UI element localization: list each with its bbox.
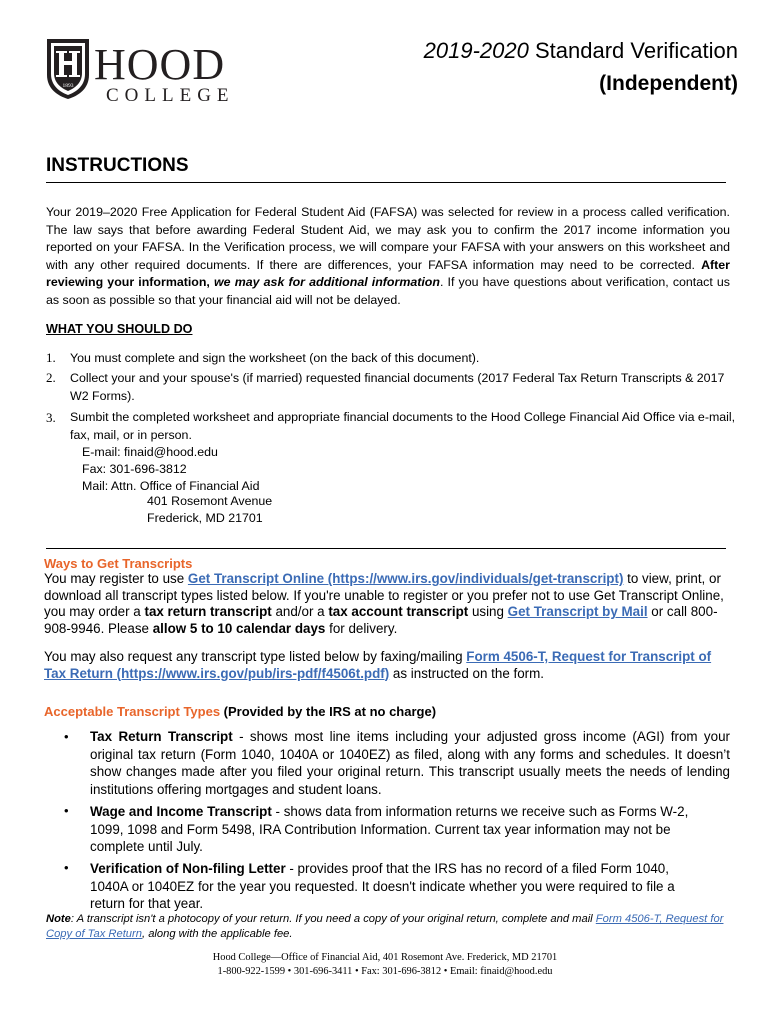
bullet-icon: • [64, 860, 69, 875]
step-text: You must complete and sign the worksheet (on the back of this document). [70, 351, 480, 365]
contact-email: E-mail: finaid@hood.edu [82, 445, 218, 459]
logo-year: 1893 [62, 83, 74, 89]
contact-address-street: 401 Rosemont Avenue [147, 494, 273, 508]
shield-icon [44, 37, 92, 101]
footer-address: Hood College—Office of Financial Aid, 401 Rosemont Ave. Frederick, MD 21701 [212, 952, 558, 963]
section-divider [46, 548, 726, 549]
form-4506t-paragraph: You may also request any transcript type listed below by faxing/mailing Form 4506-T, Request for Transcript of Tax Return (https://www.irs.gov/pub/irs-pdf/f4506t.pdf) as instructed on the form. [44, 649, 712, 681]
transcript-type-item: Wage and Income Transcript - shows data from information returns we receive such as Forms W-2, 1099, 1098 and Form 5498, IRA Contribution Information. Current tax year information may not be complete until July. [90, 804, 689, 854]
get-transcript-online-link[interactable]: Get Transcript Online (https://www.irs.gov/individuals/get-transcript) [187, 571, 624, 586]
contact-fax: Fax: 301-696-3812 [82, 462, 187, 476]
instructions-intro: Your 2019–2020 Free Application for Federal Student Aid (FAFSA) was selected for review in a process called verification. The law says that before awarding Federal Student Aid, we may ask you to confirm the 2017 income information you reported on your FAFSA. In the Verification process, we will compare your FAFSA with your answers on this worksheet and with any other required documents. If there are differences, your FAFSA information may need to be corrected. After reviewing your information, we may ask for additional information. If you have questions about verification, contact us as soon as possible so that your financial aid will not be delayed. [46, 205, 731, 307]
step-number: 2. [46, 370, 56, 385]
contact-address-city: Frederick, MD 21701 [147, 511, 263, 525]
form-4506t-request-link[interactable]: Form 4506-T, Request for [595, 913, 724, 925]
ways-to-get-transcripts-heading: Ways to Get Transcripts [44, 556, 193, 571]
logo-college-text: COLLEGE [106, 85, 235, 106]
instructions-heading: INSTRUCTIONS [46, 155, 189, 176]
document-title [424, 38, 738, 64]
ways-to-get-transcripts-paragraph: You may register to use Get Transcript Online (https://www.irs.gov/individuals/get-transcript) to view, print, or download all transcript types listed below. If you're unable to register or you prefer not to use Get Transcript Online, you may order a tax return transcript and/or a tax account transcript using Get Transcript by Mail or call 800-908-9946. Please allow 5 to 10 calendar days for delivery. [44, 571, 724, 636]
acceptable-transcript-types-heading: Acceptable Transcript Types (Provided by the IRS at no charge) [44, 704, 437, 719]
note-text: Note: A transcript isn't a photocopy of your return. If you need a copy of your original return, complete and mail Form 4506-T, Request for Copy of Tax Return, along with the applicable fee. [46, 913, 724, 940]
logo-hood-text: HOOD [94, 40, 226, 89]
form-4506t-link[interactable]: Form 4506-T, Request for Transcript of Tax Return (https://www.irs.gov/pub/irs-pdf/f4506t.pdf) [44, 649, 712, 681]
step-number: 1. [46, 350, 56, 365]
get-transcript-by-mail-link[interactable]: Get Transcript by Mail [507, 604, 648, 619]
transcript-type-item: Verification of Non-filing Letter - provides proof that the IRS has no record of a filed Form 1040, 1040A or 1040EZ for the year you requested. It doesn't indicate whether you were required to file a return for that year. [90, 861, 675, 911]
heading-divider [46, 182, 726, 183]
title-years: 2019-2020 [423, 38, 529, 63]
bullet-icon: • [64, 803, 69, 818]
step-text: Sumbit the completed worksheet and appropriate financial documents to the Hood College Financial Aid Office via e-mail, fax, mail, or in person. [70, 410, 736, 442]
document-subtitle: (Independent) [599, 72, 738, 95]
copy-of-tax-return-link[interactable]: Copy of Tax Return [46, 928, 142, 940]
what-you-should-do-heading: WHAT YOU SHOULD DO [46, 322, 193, 336]
bullet-icon: • [64, 729, 69, 744]
title-label: Standard Verification [534, 38, 738, 63]
step-number: 3. [46, 410, 56, 425]
contact-mail: Mail: Attn. Office of Financial Aid [82, 479, 260, 493]
footer-contacts: 1-800-922-1599 • 301-696-3411 • Fax: 301-696-3812 • Email: finaid@hood.edu [217, 966, 553, 977]
hood-college-logo [44, 37, 259, 107]
transcript-type-item: Tax Return Transcript - shows most line items including your adjusted gross income (AGI) from your original tax return (Form 1040, 1040A or 1040EZ) as filed, along with any forms and schedules. It doesn’t show changes made after you filed your original return. This transcript usually meets the needs of lending institutions offering mortgages and student loans. [90, 729, 730, 797]
step-text: Collect your and your spouse's (if married) requested financial documents (2017 Federal Tax Return Transcripts & 2017 W2 Forms). [70, 371, 725, 403]
